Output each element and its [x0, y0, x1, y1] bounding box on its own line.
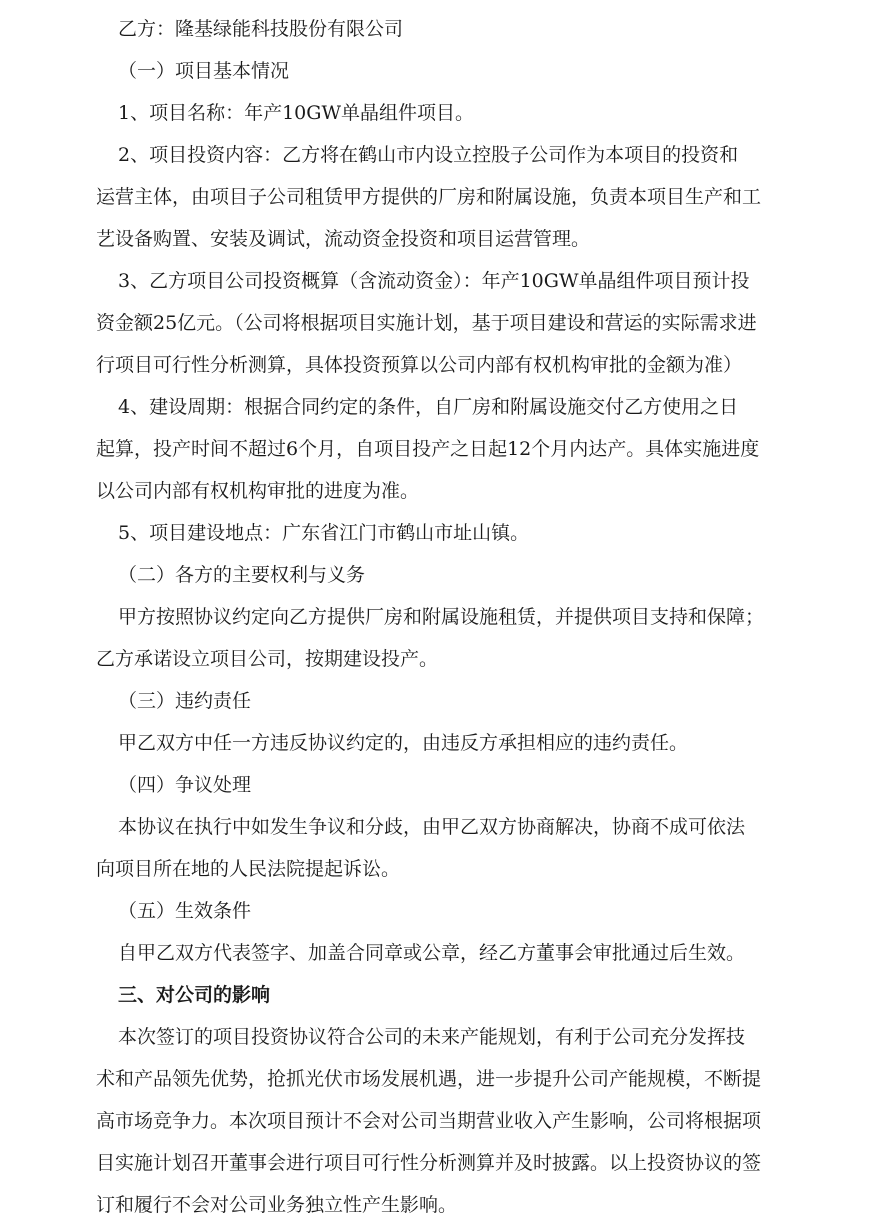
- section-effectiveness-heading: （五）生效条件: [118, 900, 252, 922]
- investment-content-line-3: 艺设备购置、安装及调试，流动资金投资和项目运营管理。: [96, 228, 591, 250]
- project-name-line: 1、项目名称：年产10GW单晶组件项目。: [118, 102, 474, 124]
- rights-line-1: 甲方按照协议约定向乙方提供厂房和附属设施租赁，并提供项目支持和保障；: [118, 606, 765, 628]
- impact-line-2: 术和产品领先优势，抢抓光伏市场发展机遇，进一步提升公司产能规模，不断提: [96, 1068, 762, 1090]
- project-location-line: 5、项目建设地点：广东省江门市鹤山市址山镇。: [118, 522, 530, 544]
- impact-heading: 三、对公司的影响: [118, 984, 271, 1006]
- impact-line-5: 订和履行不会对公司业务独立性产生影响。: [96, 1194, 458, 1216]
- construction-period-line-2: 起算，投产时间不超过6个月，自项目投产之日起12个月内达产。具体实施进度: [96, 438, 760, 460]
- rights-line-2: 乙方承诺设立项目公司，按期建设投产。: [96, 648, 439, 670]
- party-b-line: 乙方：隆基绿能科技股份有限公司: [118, 18, 404, 40]
- investment-content-line-2: 运营主体，由项目子公司租赁甲方提供的厂房和附属设施，负责本项目生产和工: [96, 186, 762, 208]
- section-dispute-heading: （四）争议处理: [118, 774, 252, 796]
- impact-line-3: 高市场竞争力。本次项目预计不会对公司当期营业收入产生影响，公司将根据项: [96, 1110, 762, 1132]
- impact-line-4: 目实施计划召开董事会进行项目可行性分析测算并及时披露。以上投资协议的签: [96, 1152, 762, 1174]
- investment-estimate-line-3: 行项目可行性分析测算，具体投资预算以公司内部有权机构审批的金额为准）: [96, 354, 743, 376]
- dispute-line-2: 向项目所在地的人民法院提起诉讼。: [96, 858, 401, 880]
- investment-estimate-line-1: 3、乙方项目公司投资概算（含流动资金）：年产10GW单晶组件项目预计投: [118, 270, 750, 292]
- liability-line: 甲乙双方中任一方违反协议约定的，由违反方承担相应的违约责任。: [118, 732, 689, 754]
- effectiveness-line: 自甲乙双方代表签字、加盖合同章或公章，经乙方董事会审批通过后生效。: [118, 942, 746, 964]
- construction-period-line-3: 以公司内部有权机构审批的进度为准。: [96, 480, 420, 502]
- section-basic-info-heading: （一）项目基本情况: [118, 60, 290, 82]
- dispute-line-1: 本协议在执行中如发生争议和分歧，由甲乙双方协商解决，协商不成可依法: [118, 816, 746, 838]
- investment-estimate-line-2: 资金额25亿元。（公司将根据项目实施计划，基于项目建设和营运的实际需求进: [96, 312, 757, 334]
- investment-content-line-1: 2、项目投资内容：乙方将在鹤山市内设立控股子公司作为本项目的投资和: [118, 144, 739, 166]
- impact-line-1: 本次签订的项目投资协议符合公司的未来产能规划，有利于公司充分发挥技: [118, 1026, 746, 1048]
- section-liability-heading: （三）违约责任: [118, 690, 252, 712]
- section-rights-heading: （二）各方的主要权利与义务: [118, 564, 366, 586]
- construction-period-line-1: 4、建设周期：根据合同约定的条件，自厂房和附属设施交付乙方使用之日: [118, 396, 739, 418]
